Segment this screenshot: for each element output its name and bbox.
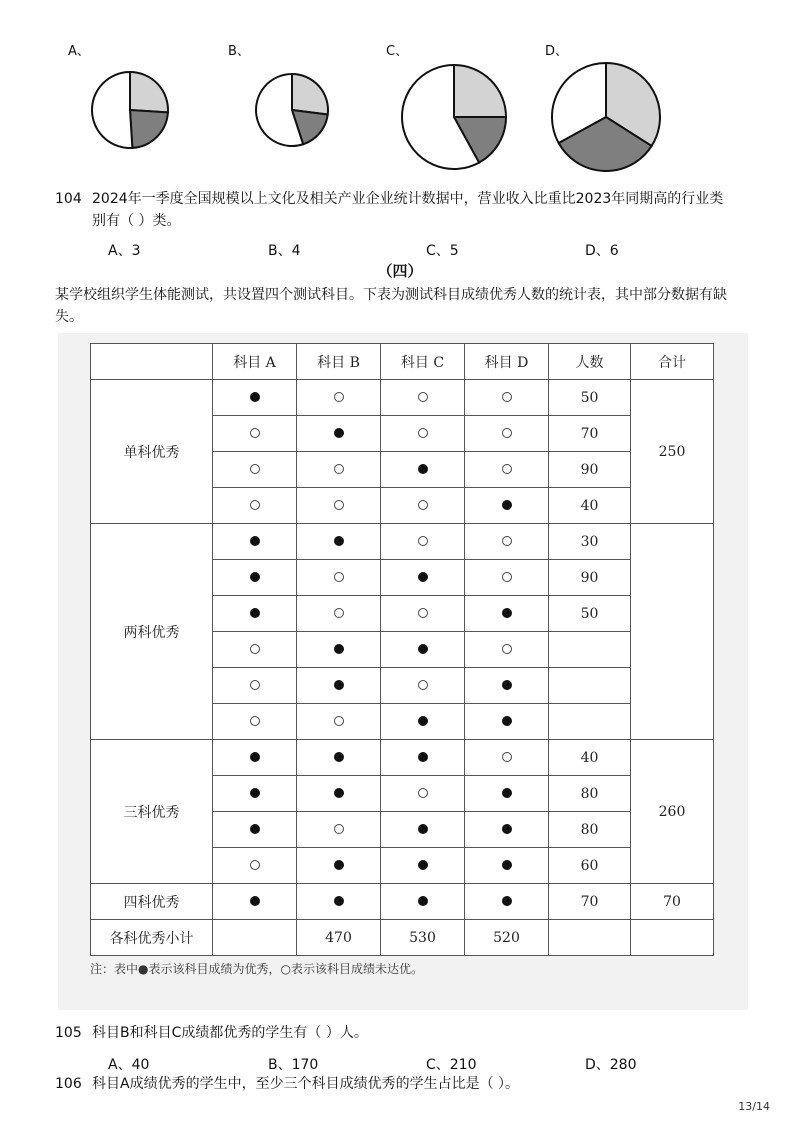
question-105-number: 105 (55, 1025, 82, 1041)
mark-cell (381, 380, 465, 416)
mark-cell (465, 452, 549, 488)
q104-option-d: D、6 (585, 243, 619, 259)
option-c-label: C、 (386, 44, 409, 59)
mark-cell (465, 884, 549, 920)
excellent-dot-icon (250, 392, 260, 402)
mark-cell (297, 452, 381, 488)
mark-cell (381, 848, 465, 884)
excellent-dot-icon (334, 788, 344, 798)
mark-cell (465, 560, 549, 596)
mark-cell (465, 812, 549, 848)
mark-cell (381, 776, 465, 812)
excellent-dot-icon (418, 896, 428, 906)
not-excellent-circle-icon (418, 392, 428, 402)
mark-cell (213, 848, 297, 884)
mark-cell (297, 884, 381, 920)
excellent-dot-icon (502, 860, 512, 870)
excellent-dot-icon (334, 680, 344, 690)
mark-cell (465, 704, 549, 740)
count-cell: 80 (549, 776, 631, 812)
not-excellent-circle-icon (250, 464, 260, 474)
pie-charts-svg (0, 0, 800, 180)
pie-slice-white (92, 72, 132, 148)
mark-cell (297, 776, 381, 812)
not-excellent-circle-icon (334, 392, 344, 402)
excellent-dot-icon (250, 608, 260, 618)
mark-cell (297, 668, 381, 704)
group-name-cell: 单科优秀 (91, 380, 213, 524)
header-cell (91, 344, 213, 380)
mark-cell (213, 416, 297, 452)
subtotal-row (91, 920, 714, 956)
q105-option-b: B、170 (268, 1057, 319, 1073)
pie-slice-light (292, 74, 328, 115)
mark-cell (213, 884, 297, 920)
subtotal-cell: 470 (297, 920, 381, 956)
question-106-number: 106 (55, 1076, 82, 1092)
mark-cell (381, 416, 465, 452)
not-excellent-circle-icon (502, 572, 512, 582)
not-excellent-circle-icon (418, 788, 428, 798)
excellent-dot-icon (334, 752, 344, 762)
not-excellent-circle-icon (250, 860, 260, 870)
mark-cell (381, 884, 465, 920)
excellent-dot-icon (334, 896, 344, 906)
question-104-text: 2024年一季度全国规模以上文化及相关产业企业统计数据中，营业收入比重比2023年同期高的行业类别有（ ）类。 (92, 191, 724, 229)
count-cell: 50 (549, 596, 631, 632)
excellent-dot-icon (418, 572, 428, 582)
pie-chart-d (552, 63, 660, 171)
mark-cell (297, 524, 381, 560)
not-excellent-circle-icon (250, 680, 260, 690)
count-cell: 70 (549, 884, 631, 920)
header-cell: 人数 (549, 344, 631, 380)
option-a-label: A、 (68, 44, 90, 59)
mark-cell (297, 740, 381, 776)
not-excellent-circle-icon (502, 752, 512, 762)
mark-cell (213, 596, 297, 632)
mark-cell (465, 416, 549, 452)
count-cell: 70 (549, 416, 631, 452)
q105-option-a: A、40 (108, 1057, 150, 1073)
pie-slice-dark (130, 110, 168, 148)
table-row (91, 524, 714, 560)
mark-cell (297, 416, 381, 452)
mark-cell (297, 596, 381, 632)
mark-cell (465, 488, 549, 524)
mark-cell (213, 668, 297, 704)
excellent-dot-icon (502, 788, 512, 798)
q104-option-a: A、3 (108, 243, 141, 259)
table-note: 注：表中●表示该科目成绩为优秀，○表示该科目成绩未达优。 (90, 962, 423, 976)
not-excellent-circle-icon (502, 392, 512, 402)
option-d-label: D、 (545, 44, 569, 59)
stats-table (90, 343, 714, 956)
not-excellent-circle-icon (334, 608, 344, 618)
mark-cell (465, 848, 549, 884)
not-excellent-circle-icon (502, 644, 512, 654)
excellent-dot-icon (418, 752, 428, 762)
count-cell: 40 (549, 488, 631, 524)
pie-chart-a (92, 72, 168, 148)
question-105-text: 科目B和科目C成绩都优秀的学生有（ ）人。 (92, 1025, 368, 1041)
count-cell: 90 (549, 452, 631, 488)
q105-option-d: D、280 (585, 1057, 637, 1073)
pie-chart-c (402, 65, 506, 169)
count-cell: 30 (549, 524, 631, 560)
excellent-dot-icon (418, 644, 428, 654)
excellent-dot-icon (250, 788, 260, 798)
excellent-dot-icon (334, 536, 344, 546)
page-number: 13/14 (738, 1100, 770, 1113)
subtotal-label: 各科优秀小计 (91, 920, 213, 956)
excellent-dot-icon (334, 428, 344, 438)
mark-cell (465, 740, 549, 776)
excellent-dot-icon (418, 716, 428, 726)
excellent-dot-icon (502, 716, 512, 726)
count-cell: 50 (549, 380, 631, 416)
excellent-dot-icon (502, 680, 512, 690)
pie-slice-light (454, 65, 506, 117)
mark-cell (297, 812, 381, 848)
table-row (91, 740, 714, 776)
not-excellent-circle-icon (502, 536, 512, 546)
question-104-number: 104 (55, 191, 82, 207)
subtotal-total (631, 920, 714, 956)
excellent-dot-icon (502, 896, 512, 906)
group-total-cell (631, 524, 714, 740)
header-cell: 科目 A (213, 344, 297, 380)
not-excellent-circle-icon (334, 464, 344, 474)
header-cell: 科目 C (381, 344, 465, 380)
group-total-cell: 250 (631, 380, 714, 524)
excellent-dot-icon (418, 464, 428, 474)
mark-cell (213, 812, 297, 848)
group-name-cell: 三科优秀 (91, 740, 213, 884)
mark-cell (297, 848, 381, 884)
mark-cell (465, 668, 549, 704)
not-excellent-circle-icon (250, 428, 260, 438)
mark-cell (297, 380, 381, 416)
option-b-label: B、 (228, 44, 250, 59)
mark-cell (465, 524, 549, 560)
mark-cell (213, 452, 297, 488)
mark-cell (465, 776, 549, 812)
group-name-cell: 两科优秀 (91, 524, 213, 740)
count-cell: 60 (549, 848, 631, 884)
mark-cell (381, 704, 465, 740)
excellent-dot-icon (250, 752, 260, 762)
not-excellent-circle-icon (334, 716, 344, 726)
subtotal-count (549, 920, 631, 956)
excellent-dot-icon (334, 644, 344, 654)
not-excellent-circle-icon (502, 464, 512, 474)
mark-cell (297, 704, 381, 740)
mark-cell (381, 560, 465, 596)
section-intro: 某学校组织学生体能测试，共设置四个测试科目。下表为测试科目成绩优秀人数的统计表，其中部分数据有缺失。 (55, 287, 727, 325)
count-cell (549, 632, 631, 668)
section-title: （四） (377, 262, 423, 280)
subtotal-cell (213, 920, 297, 956)
mark-cell (213, 380, 297, 416)
not-excellent-circle-icon (418, 536, 428, 546)
question-106-text: 科目A成绩优秀的学生中，至少三个科目成绩优秀的学生占比是（ ）。 (92, 1076, 520, 1092)
table-header-row (91, 344, 714, 380)
excellent-dot-icon (334, 860, 344, 870)
mark-cell (381, 632, 465, 668)
group-total-cell: 70 (631, 884, 714, 920)
not-excellent-circle-icon (250, 500, 260, 510)
excellent-dot-icon (502, 824, 512, 834)
mark-cell (381, 740, 465, 776)
not-excellent-circle-icon (334, 572, 344, 582)
q105-option-c: C、210 (426, 1057, 477, 1073)
mark-cell (297, 488, 381, 524)
excellent-dot-icon (250, 896, 260, 906)
table-row (91, 380, 714, 416)
excellent-dot-icon (502, 608, 512, 618)
mark-cell (381, 524, 465, 560)
not-excellent-circle-icon (418, 500, 428, 510)
mark-cell (381, 452, 465, 488)
not-excellent-circle-icon (250, 644, 260, 654)
mark-cell (213, 524, 297, 560)
count-cell: 40 (549, 740, 631, 776)
group-name-cell: 四科优秀 (91, 884, 213, 920)
excellent-dot-icon (250, 572, 260, 582)
mark-cell (213, 776, 297, 812)
not-excellent-circle-icon (418, 428, 428, 438)
mark-cell (213, 704, 297, 740)
mark-cell (465, 380, 549, 416)
header-cell: 合计 (631, 344, 714, 380)
mark-cell (381, 812, 465, 848)
group-total-cell: 260 (631, 740, 714, 884)
mark-cell (213, 488, 297, 524)
not-excellent-circle-icon (502, 428, 512, 438)
count-cell: 80 (549, 812, 631, 848)
mark-cell (297, 560, 381, 596)
subtotal-cell: 520 (465, 920, 549, 956)
count-cell: 90 (549, 560, 631, 596)
mark-cell (381, 596, 465, 632)
pie-slice-light (130, 72, 168, 112)
not-excellent-circle-icon (334, 500, 344, 510)
mark-cell (213, 560, 297, 596)
mark-cell (213, 740, 297, 776)
mark-cell (381, 668, 465, 704)
mark-cell (465, 596, 549, 632)
not-excellent-circle-icon (250, 716, 260, 726)
excellent-dot-icon (250, 824, 260, 834)
q104-option-b: B、4 (268, 243, 301, 259)
count-cell (549, 704, 631, 740)
not-excellent-circle-icon (418, 608, 428, 618)
excellent-dot-icon (418, 860, 428, 870)
count-cell (549, 668, 631, 704)
not-excellent-circle-icon (418, 680, 428, 690)
mark-cell (465, 632, 549, 668)
pie-chart-b (256, 74, 328, 146)
excellent-dot-icon (250, 536, 260, 546)
table-row (91, 884, 714, 920)
excellent-dot-icon (502, 500, 512, 510)
mark-cell (213, 632, 297, 668)
q104-option-c: C、5 (426, 243, 459, 259)
excellent-dot-icon (418, 824, 428, 834)
header-cell: 科目 D (465, 344, 549, 380)
header-cell: 科目 B (297, 344, 381, 380)
mark-cell (297, 632, 381, 668)
mark-cell (381, 488, 465, 524)
subtotal-cell: 530 (381, 920, 465, 956)
not-excellent-circle-icon (334, 824, 344, 834)
